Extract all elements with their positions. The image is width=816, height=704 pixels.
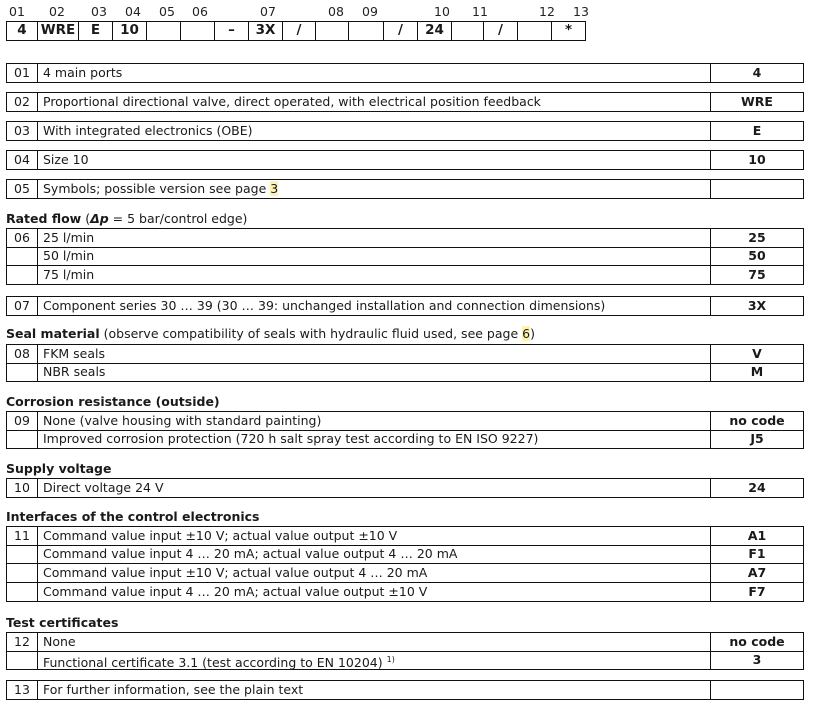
type-code-cell: E [79,22,113,40]
order-code: M [710,363,803,381]
type-code-cell [147,22,181,40]
header-label: Seal material [6,326,100,341]
type-code-cell: 3X [249,22,283,40]
section-header-supply [6,461,111,476]
table-row [6,179,804,199]
order-code: 4 [710,64,803,82]
row-description [43,247,94,265]
description-text: NBR seals [43,364,106,379]
row-description [43,651,395,672]
position-number: 10 [7,479,38,497]
order-code: 24 [710,479,803,497]
row-description [43,564,427,582]
description-text: Improved corrosion protection (720 h salt spray test according to EN ISO 9227) [43,431,539,446]
row-description [43,93,541,111]
position-number: 09 [362,4,378,19]
position-number [7,247,38,265]
position-number: 12 [539,4,555,19]
footnote-marker: 1) [386,655,395,664]
header-label: Corrosion resistance (outside) [6,394,220,409]
section-header-rated-flow [6,211,247,226]
order-code: no code [710,633,803,651]
position-number: 01 [9,4,25,19]
page-reference: 3 [270,181,279,196]
position-number: 01 [7,64,38,82]
order-code: V [710,345,803,363]
position-number: 06 [7,229,38,247]
row-description [43,266,94,284]
position-number: 07 [260,4,276,19]
position-number [7,430,38,448]
description-text: Proportional directional valve, direct operated, with electrical position feedback [43,94,541,109]
position-number: 08 [7,345,38,363]
position-number: 09 [7,412,38,430]
row-description [43,479,164,497]
row-description [43,345,105,363]
header-text: (observe compatibility of seals with hydraulic fluid used, see page [99,326,523,341]
description-text: FKM seals [43,346,105,361]
position-number: 02 [7,93,38,111]
order-code: J5 [710,430,803,448]
position-number: 07 [7,297,38,315]
type-code-cell [518,22,552,40]
table-row [6,411,804,431]
position-number [7,545,38,563]
table-row [6,430,804,449]
position-number: 03 [7,122,38,140]
order-code: 10 [710,151,803,169]
position-number [7,651,38,669]
description-text: Size 10 [43,152,89,167]
section-header-interfaces [6,509,259,524]
type-code-cell: – [215,22,249,40]
header-text: ) [530,326,535,341]
type-code-cell: / [283,22,316,40]
description-text: Functional certificate 3.1 (test according to EN 10204) [43,655,383,671]
position-number: 05 [7,180,38,198]
type-code-cell: * [564,22,573,38]
order-code: F1 [710,545,803,563]
table-row [6,632,804,652]
table-row [6,545,804,564]
order-code: E [710,122,803,140]
description-text: 25 l/min [43,230,95,245]
order-code [710,681,803,699]
position-number: 10 [434,4,450,19]
description-text: Component series 30 … 39 (30 … 39: unchanged installation and connection dimensions) [43,298,606,313]
header-label: Rated flow [6,211,82,226]
type-code-cell: 24 [418,22,452,40]
order-code [710,180,803,198]
header-symbol: Δp [90,211,109,226]
table-row [6,121,804,141]
type-code-cell: 4 [7,22,38,40]
table-row [6,478,804,498]
type-code-cells [6,21,586,41]
type-code-cell: WRE [38,22,79,40]
table-row [6,63,804,83]
table-row [6,344,804,364]
position-number [7,266,38,284]
row-description [43,122,253,140]
order-code: 3 [710,651,803,669]
order-code: WRE [710,93,803,111]
position-number: 08 [328,4,344,19]
type-code-cell: 10 [113,22,147,40]
order-code: no code [710,412,803,430]
table-row [6,583,804,602]
position-number: 11 [7,527,38,545]
section-header-seal-material [6,326,535,341]
position-number: 13 [7,681,38,699]
position-number [7,583,38,601]
description-text: Direct voltage 24 V [43,480,164,495]
row-description [43,430,538,448]
order-code: F7 [710,583,803,601]
header-text: = 5 bar/control edge) [108,211,248,226]
table-row [6,564,804,583]
description-text: Command value input 4 … 20 mA; actual value output ±10 V [43,584,428,599]
description-text: For further information, see the plain text [43,682,304,697]
header-label: Interfaces of the control electronics [6,509,260,524]
table-row [6,228,804,248]
position-number: 13 [573,4,589,19]
table-row [6,526,804,546]
type-code-cell [349,22,384,40]
position-number: 11 [472,4,488,19]
position-number: 02 [49,4,65,19]
row-description [43,583,427,601]
row-description [43,64,122,82]
row-description [43,633,76,651]
type-code-cell: / [484,22,518,40]
order-code: A7 [710,564,803,582]
order-code: A1 [710,527,803,545]
header-label: Test certificates [6,615,119,630]
description-text: Symbols; possible version see page [43,181,267,196]
description-text: Command value input ±10 V; actual value output ±10 V [43,528,398,543]
table-row [6,247,804,266]
row-description [43,412,321,430]
table-row [6,266,804,285]
row-description [43,527,397,545]
page-reference: 6 [522,326,531,341]
row-description [43,297,605,315]
table-row [6,651,804,670]
header-text: ( [81,211,91,226]
position-number: 12 [7,633,38,651]
row-description [43,681,303,699]
order-code: 75 [710,266,803,284]
position-number: 04 [7,151,38,169]
position-number: 03 [91,4,107,19]
table-row [6,680,804,700]
position-number: 04 [125,4,141,19]
table-row [6,92,804,112]
table-row [6,150,804,170]
row-description [43,229,94,247]
section-header-certificates [6,615,118,630]
row-description [43,545,457,563]
position-number: 06 [192,4,208,19]
description-text: Command value input 4 … 20 mA; actual value output 4 … 20 mA [43,546,458,561]
table-row [6,363,804,382]
header-label: Supply voltage [6,461,112,476]
order-code: 25 [710,229,803,247]
description-text: None [43,634,76,649]
description-text: None (valve housing with standard painting) [43,413,322,428]
row-description [43,363,105,381]
type-code-cell [316,22,349,40]
type-code-cell [181,22,215,40]
row-description [43,151,89,169]
position-number [7,564,38,582]
type-code-bar [6,0,606,44]
description-text: 50 l/min [43,248,95,263]
order-code: 50 [710,247,803,265]
position-number: 05 [159,4,175,19]
description-text: With integrated electronics (OBE) [43,123,253,138]
description-text: 4 main ports [43,65,123,80]
order-code: 3X [710,297,803,315]
section-header-corrosion [6,394,220,409]
table-row [6,296,804,316]
description-text: Command value input ±10 V; actual value output 4 … 20 mA [43,565,428,580]
row-description [43,180,278,198]
type-code-cell [452,22,484,40]
type-code-cell: / [384,22,418,40]
description-text: 75 l/min [43,267,95,282]
position-number [7,363,38,381]
